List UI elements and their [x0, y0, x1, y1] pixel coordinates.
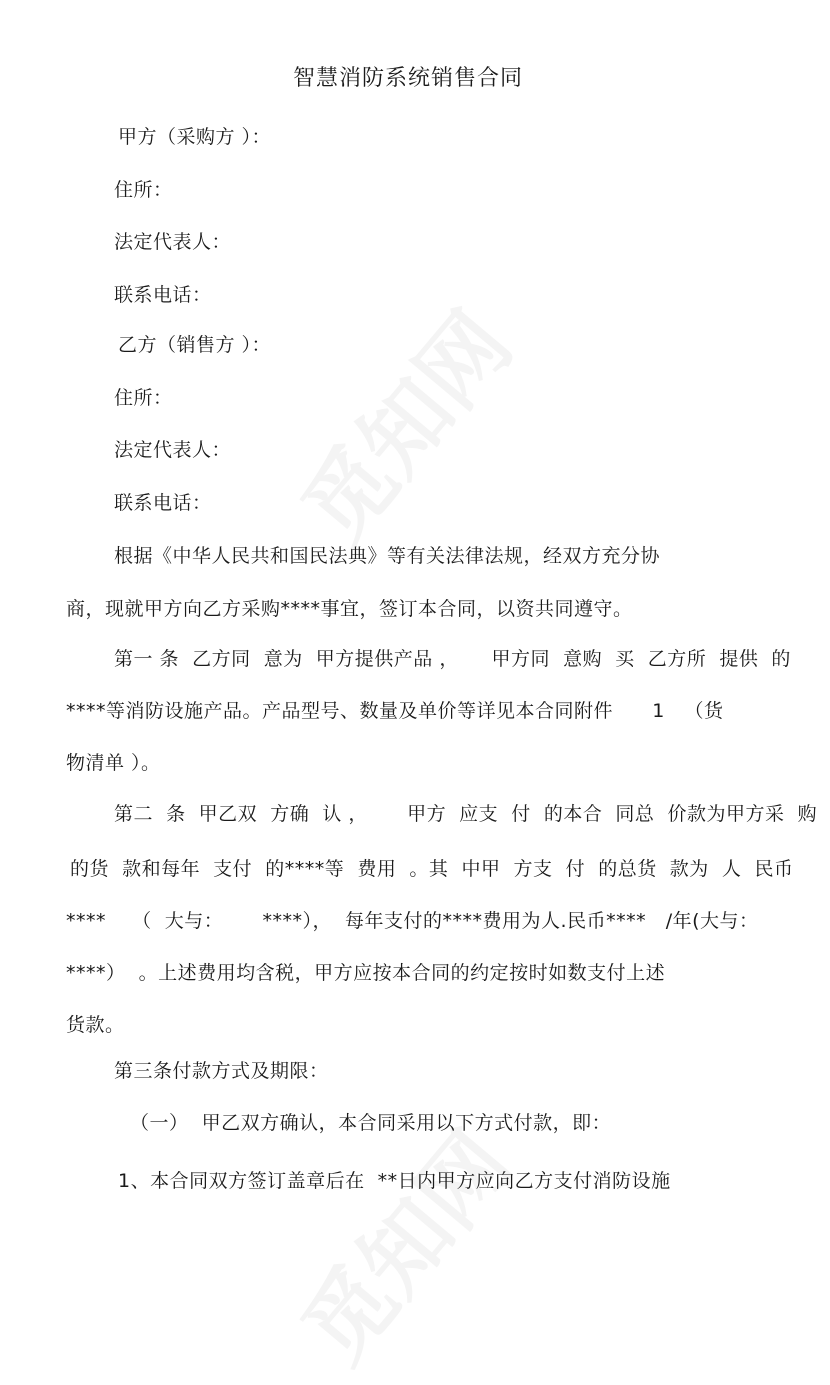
document-title: 智慧消防系统销售合同 [293, 66, 524, 91]
party-b-representative: 法定代表人： [114, 439, 232, 461]
article3-item-1: 1、本合同双方签订盖章后在 **日内甲方应向乙方支付消防设施 [118, 1170, 671, 1192]
article1-line-2: ****等消防设施产品。产品型号、数量及单价等详见本合同附件 1 （货 [66, 700, 724, 722]
article2-line-5: 货款。 [66, 1014, 125, 1036]
watermark-top [269, 281, 535, 564]
article2-line-1: 第二 条 甲乙双 方确 认 ， 甲方 应支 付 的本合 同总 价款为甲方采 购 [114, 803, 818, 825]
article2-line-2: 的货 款和每年 支付 的****等 费用 。其 中甲 方支 付 的总货 款为 人 民币 [70, 858, 794, 880]
party-b-heading: 乙方（销售方 ）： [118, 334, 272, 356]
preamble-line-1: 根据《中华人民共和国民法典》等有关法律法规，经双方充分协 [114, 545, 661, 567]
article3-heading: 第三条付款方式及期限： [114, 1060, 329, 1082]
article1-line-3: 物清单 ）。 [66, 752, 161, 774]
party-b-phone: 联系电话： [114, 492, 212, 514]
article3-subsection-1: （一） 甲乙双方确认，本合同采用以下方式付款，即： [130, 1112, 612, 1134]
preamble-line-2: 商，现就甲方向乙方采购****事宜，签订本合同，以资共同遵守。 [66, 598, 633, 620]
article2-line-3: **** （ 大与： ****）， 每年支付的****费用为人.民币**** /年(大与： [66, 910, 759, 932]
party-a-address: 住所： [114, 179, 173, 201]
article2-line-4: ****） 。上述费用均含税，甲方应按本合同的约定按时如数支付上述 [66, 962, 666, 984]
article1-line-1: 第一 条 乙方同 意为 甲方提供产品 ， 甲方同 意购 买 乙方所 提供 的 [114, 648, 791, 670]
watermark-bottom [269, 1101, 535, 1384]
party-a-heading: 甲方（采购方 ）： [118, 126, 272, 148]
party-a-representative: 法定代表人： [114, 231, 232, 253]
party-b-address: 住所： [114, 387, 173, 409]
party-a-phone: 联系电话： [114, 284, 212, 306]
